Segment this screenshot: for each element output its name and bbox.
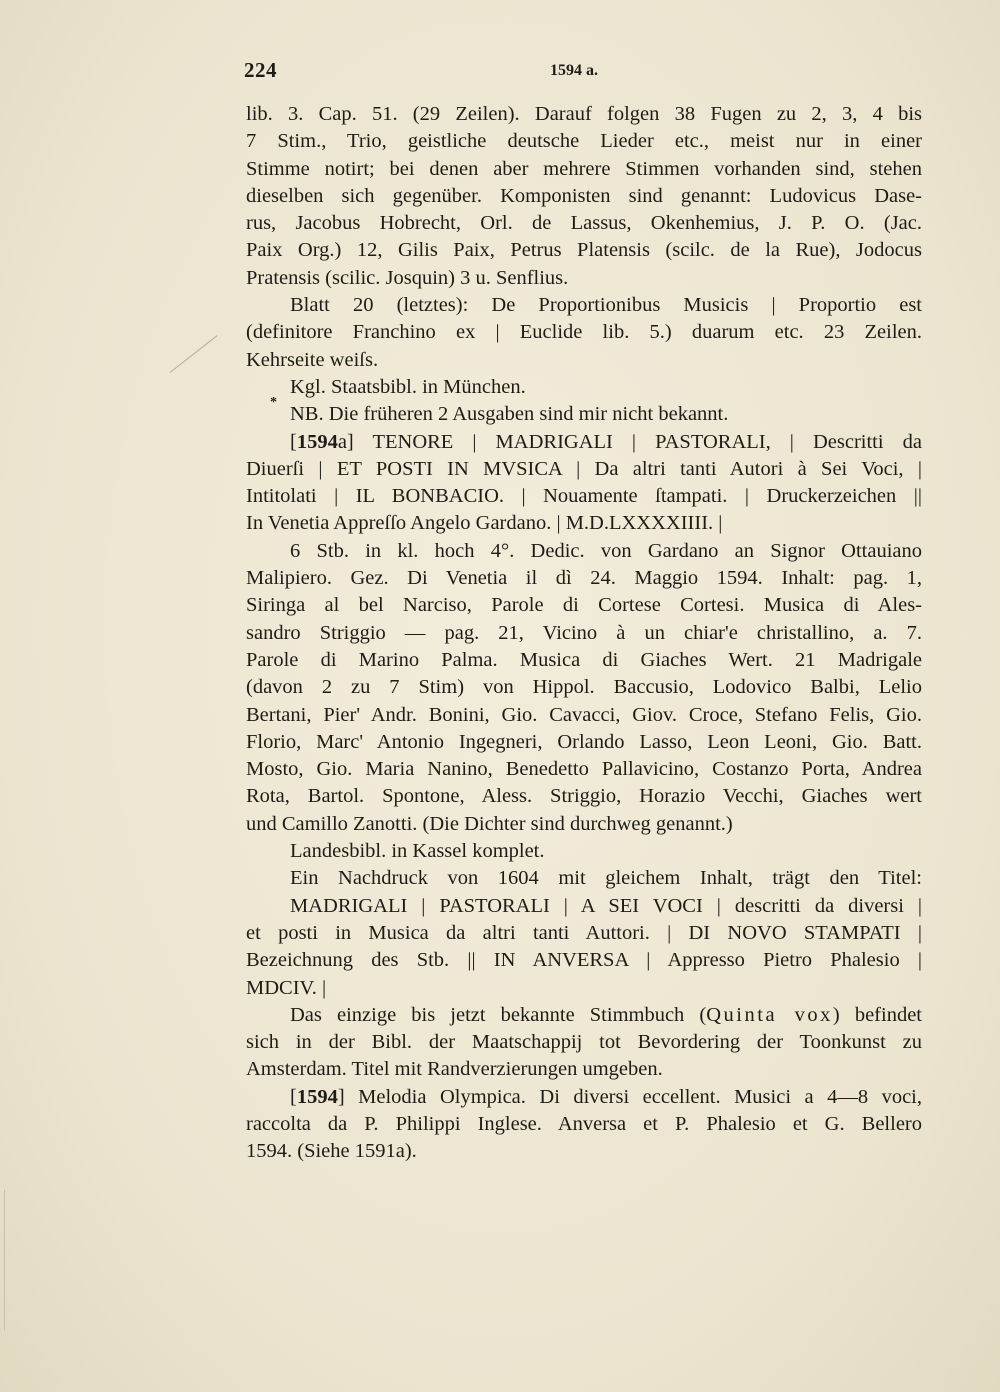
text-line: et posti in Musica da altri tanti Auttori. | DI NOVO STAMPATI | xyxy=(246,921,922,944)
text-line: Ein Nachdruck von 1604 mit gleichem Inhalt, trägt den Titel: xyxy=(290,867,922,890)
text-line: sich in der Bibl. der Maatschappij tot Bevordering der Toonkunst zu xyxy=(246,1031,922,1054)
page-header xyxy=(244,58,924,88)
library-location: Kgl. Staatsbibl. in München. xyxy=(290,375,526,398)
text-segment: Das einzige bis jetzt bekannte Stimmbuch ( xyxy=(290,1003,707,1026)
entry-suffix: ] xyxy=(337,1085,345,1108)
text-line: rus, Jacobus Hobrecht, Orl. de Lassus, Okenhemius, J. P. O. (Jac. xyxy=(246,212,922,235)
page-number: 224 xyxy=(244,58,277,82)
text-line: und Camillo Zanotti. (Die Dichter sind durchweg genannt.) xyxy=(246,812,733,835)
scan-artifact-line xyxy=(170,335,218,373)
text-line: MADRIGALI | PASTORALI | A SEI VOCI | descritti da diversi | xyxy=(290,894,922,917)
text-line: Blatt 20 (letztes): De Proportionibus Musicis | Proportio est xyxy=(290,294,922,317)
text-line: Florio, Marc' Antonio Ingegneri, Orlando Lasso, Leon Leoni, Gio. Batt. xyxy=(246,730,922,753)
entry-text: TENORE | MADRIGALI | PASTORALI, | Descritti da xyxy=(372,430,922,453)
text-line: Malipiero. Gez. Di Venetia il dì 24. Maggio 1594. Inhalt: pag. 1, xyxy=(246,567,922,590)
text-line: 1594. (Siehe 1591a). xyxy=(246,1140,417,1163)
text-segment: ) befindet xyxy=(832,1003,922,1026)
entry-1594-title xyxy=(246,1084,922,1111)
text-line: dieselben sich gegenüber. Komponisten sind genannt: Ludovicus Dase- xyxy=(246,184,922,207)
text-line: 7 Stim., Trio, geistliche deutsche Lieder etc., meist nur in einer xyxy=(246,130,922,153)
text-line: Pratensis (scilic. Josquin) 3 u. Senflius. xyxy=(246,266,569,289)
text-line: 6 Stb. in kl. hoch 4°. Dedic. von Gardano an Signor Ottauiano xyxy=(290,539,922,562)
note-line: NB. Die früheren 2 Ausgaben sind mir nicht bekannt. xyxy=(290,403,729,426)
text-line: Bertani, Pier' Andr. Bonini, Gio. Cavacci, Giov. Croce, Stefano Felis, Gio. xyxy=(246,703,922,726)
text-line: Diuerſi | ET POSTI IN MVSICA | Da altri tanti Autori à Sei Voci, | xyxy=(246,457,922,480)
entry-text: Melodia Olympica. Di diversi eccellent. Musici a 4—8 voci, xyxy=(344,1085,922,1108)
running-head: 1594 a. xyxy=(550,62,598,79)
text-line: Mosto, Gio. Maria Nanino, Benedetto Pallavicino, Costanzo Porta, Andrea xyxy=(246,758,922,781)
text-line: Kehrseite weiſs. xyxy=(246,348,379,371)
text-line: raccolta da P. Philippi Inglese. Anversa et P. Phalesio et G. Bellero xyxy=(246,1112,922,1135)
text-line: (davon 2 zu 7 Stim) von Hippol. Baccusio, Lodovico Balbi, Lelio xyxy=(246,676,922,699)
text-line: lib. 3. Cap. 51. (29 Zeilen). Darauf folgen 38 Fugen zu 2, 3, 4 bis xyxy=(246,103,922,125)
text-line-with-spaced xyxy=(246,1002,922,1029)
entry-bracket: [ xyxy=(290,430,297,453)
text-line: In Venetia Appreſſo Angelo Gardano. | M.D.LXXXXIIII. | xyxy=(246,512,723,535)
text-line: Stimme notirt; bei denen aber mehrere Stimmen vorhanden sind, stehen xyxy=(246,157,922,180)
text-line: Rota, Bartol. Spontone, Aless. Striggio, Horazio Vecchi, Giaches wert xyxy=(246,785,922,808)
entry-bracket: [ xyxy=(290,1085,297,1108)
library-location: Landesbibl. in Kassel komplet. xyxy=(290,840,545,863)
text-line: Intitolati | IL BONBACIO. | Nouamente ſtampati. | Druckerzeichen || xyxy=(246,485,922,508)
spaced-text: Quinta vox xyxy=(706,1003,833,1026)
text-line: Parole di Marino Palma. Musica di Giaches Wert. 21 Madrigale xyxy=(246,648,922,671)
text-line: MDCIV. | xyxy=(246,976,327,999)
text-line: Siringa al bel Narciso, Parole di Cortese Cortesi. Musica di Ales- xyxy=(246,594,922,617)
text-line: (definitore Franchino ex | Euclide lib. 5.) duarum etc. 23 Zeilen. xyxy=(246,321,922,344)
text-line: sandro Striggio — pag. 21, Vicino à un chiar'e christallino, a. 7. xyxy=(246,621,922,644)
scan-edge-mark xyxy=(4,1190,5,1330)
entry-number: 1594 xyxy=(296,430,338,453)
document-body xyxy=(246,101,922,1166)
footnote-asterisk: * xyxy=(270,395,277,410)
text-line: Paix Org.) 12, Gilis Paix, Petrus Platensis (scilc. de la Rue), Jodocus xyxy=(246,239,922,262)
text-line: Amsterdam. Titel mit Randverzierungen umgeben. xyxy=(246,1058,663,1081)
entry-1594a-title xyxy=(246,429,922,456)
entry-suffix: a] xyxy=(337,430,354,453)
entry-number: 1594 xyxy=(296,1085,338,1108)
text-line: Bezeichnung des Stb. || IN ANVERSA | Appresso Pietro Phalesio | xyxy=(246,949,922,972)
